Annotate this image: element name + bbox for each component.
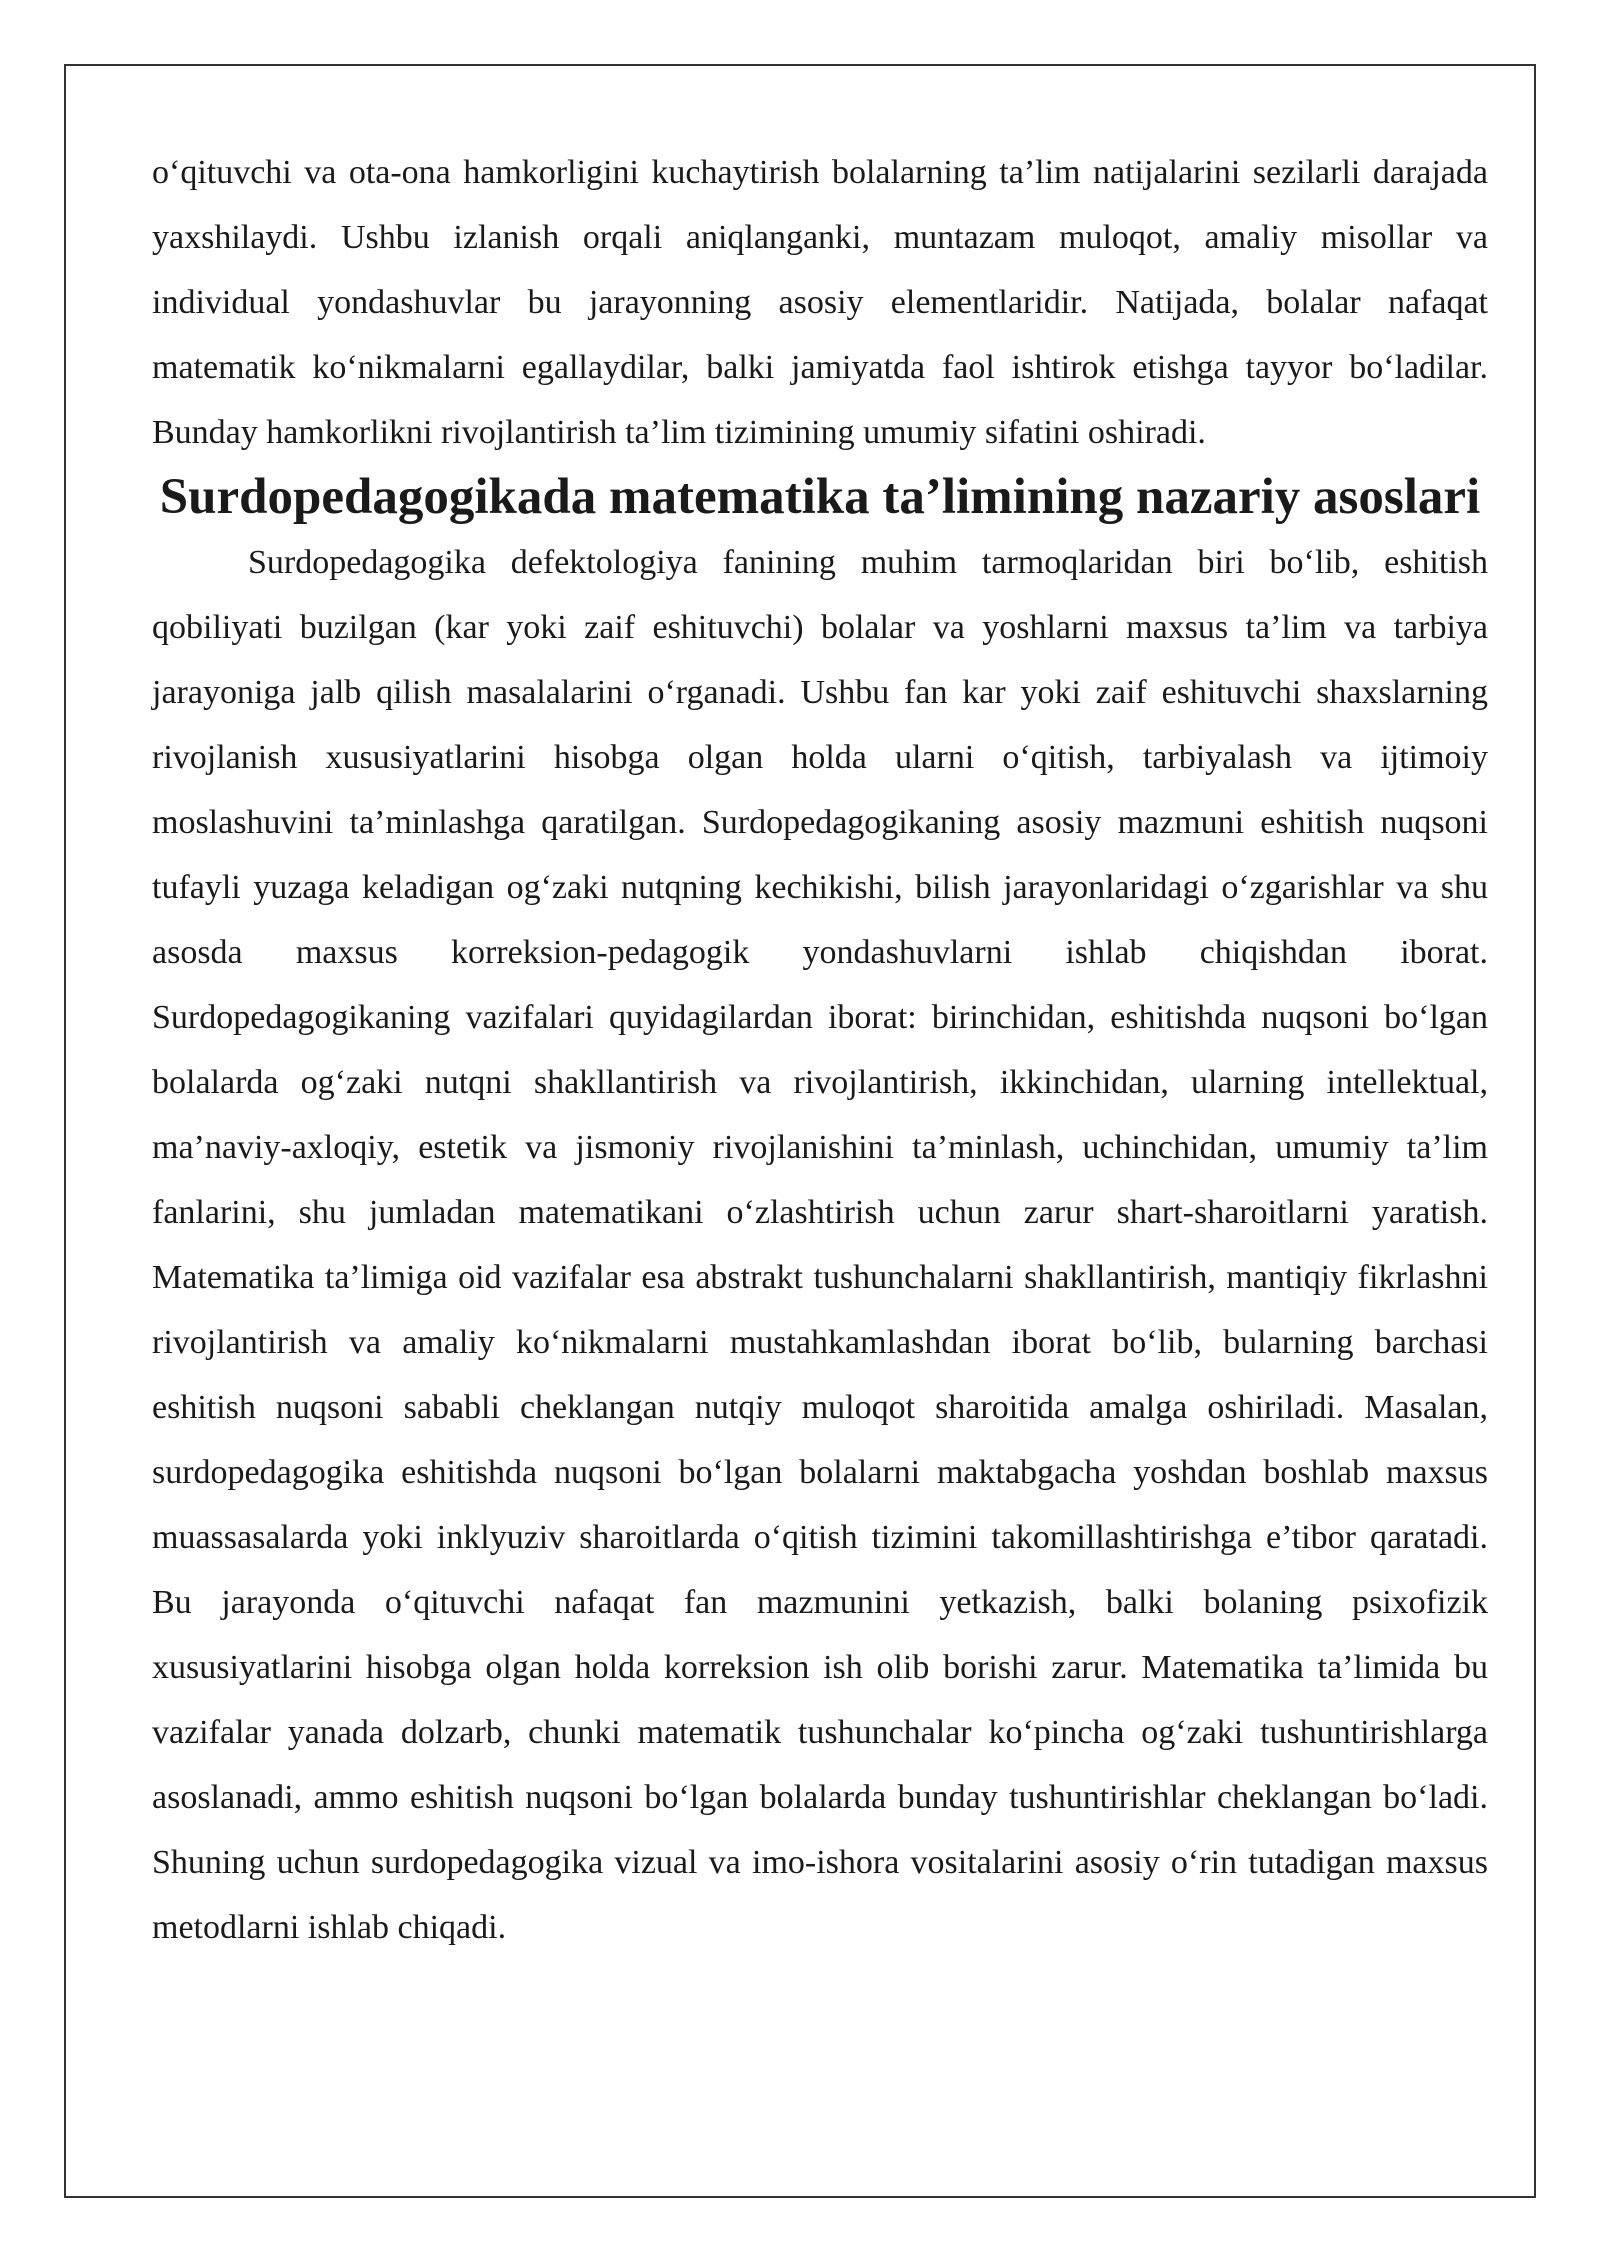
paragraph-intro: o‘qituvchi va ota-ona hamkorligini kuchaytirish bolalarning ta’lim natijalarini sezilarli darajada yaxshilaydi. Ushbu izlanish orqali aniqlanganki, muntazam muloqot, amaliy misollar va individual yondashuvlar bu jarayonning asosiy elementlaridir. Natijada, bolalar nafaqat matematik ko‘nikmalarni egallaydilar, balki jamiyatda faol ishtirok etishga tayyor bo‘ladilar. Bunday hamkorlikni rivojlantirish ta’lim tizimining umumiy sifatini oshiradi. xyxy=(152,154,1488,451)
paragraph-main: Surdopedagogika defektologiya fanining muhim tarmoqlaridan biri bo‘lib, eshitish qobiliyati buzilgan (kar yoki zaif eshituvchi) bolalar va yoshlarni maxsus ta’lim va tarbiya jarayoniga jalb qilish masalalarini o‘rganadi. Ushbu fan kar yoki zaif eshituvchi shaxslarning rivojlanish xususiyatlarini hisobga olgan holda ularni o‘qitish, tarbiyalash va ijtimoiy moslashuvini ta’minlashga qaratilgan. Surdopedagogikaning asosiy mazmuni eshitish nuqsoni tufayli yuzaga keladigan og‘zaki nutqning kechikishi, bilish jarayonlaridagi o‘zgarishlar va shu asosda maxsus korreksion-pedagogik yondashuvlarni ishlab chiqishdan iborat. Surdopedagogikaning vazifalari quyidagilardan iborat: birinchidan, eshitishda nuqsoni bo‘lgan bolalarda og‘zaki nutqni shakllantirish va rivojlantirish, ikkinchidan, ularning intellektual, ma’naviy-axloqiy, estetik va jismoniy rivojlanishini ta’minlash, uchinchidan, umumiy ta’lim fanlarini, shu jumladan matematikani o‘zlashtirish uchun zarur shart-sharoitlarni yaratish. Matematika ta’limiga oid vazifalar esa abstrakt tushunchalarni shakllantirish, mantiqiy fikrlashni rivojlantirish va amaliy ko‘nikmalarni mustahkamlashdan iborat bo‘lib, bularning barchasi eshitish nuqsoni sababli cheklangan nutqiy muloqot sharoitida amalga oshiriladi. Masalan, surdopedagogika eshitishda nuqsoni bo‘lgan bolalarni maktabgacha yoshdan boshlab maxsus muassasalarda yoki inklyuziv sharoitlarda o‘qitish tizimini takomillashtirishga e’tibor qaratadi. Bu jarayonda o‘qituvchi nafaqat fan mazmunini yetkazish, balki bolaning psixofizik xususiyatlarini hisobga olgan holda korreksion ish olib borishi zarur. Matematika ta’limida bu vazifalar yanada dolzarb, chunki matematik tushunchalar ko‘pincha og‘zaki tushuntirishlarga asoslanadi, ammo eshitish nuqsoni bo‘lgan bolalarda bunday tushuntirishlar cheklangan bo‘ladi. Shuning uchun surdopedagogika vizual va imo-ishora vositalarini asosiy o‘rin tutadigan maxsus metodlarni ishlab chiqadi. xyxy=(152,544,1488,1946)
document-body xyxy=(152,140,1488,1960)
section-heading: Surdopedagogikada matematika ta’limining nazariy asoslari xyxy=(159,469,1481,525)
